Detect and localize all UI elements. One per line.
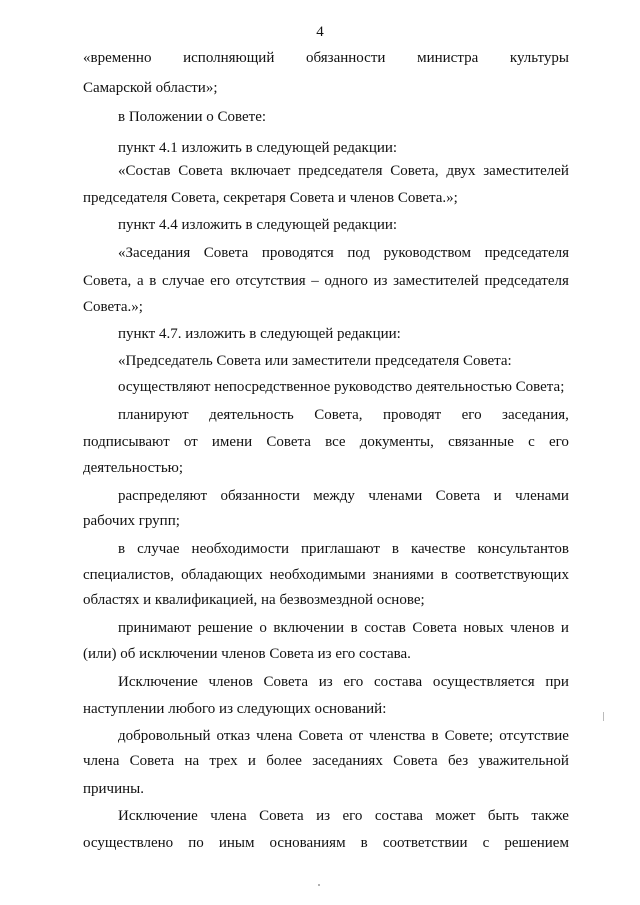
text-line: Совета.»; xyxy=(83,299,143,315)
word: двух xyxy=(446,163,476,179)
word: Совета, xyxy=(390,163,439,179)
text-line xyxy=(83,49,569,67)
text-line xyxy=(118,540,569,558)
text-line xyxy=(118,727,569,745)
word: в xyxy=(391,541,399,557)
text-line: деятельностью; xyxy=(83,460,184,476)
word: состава xyxy=(374,808,423,824)
word: обладающих xyxy=(181,567,263,583)
word: основаниям xyxy=(269,835,346,851)
text-line: областях и квалификацией, на безвозмездной основе; xyxy=(83,592,425,608)
word: при xyxy=(545,674,569,690)
word: Совета xyxy=(435,488,481,504)
word: из xyxy=(318,674,333,690)
word: трех xyxy=(209,753,238,769)
text-line: (или) об исключении членов Совета из его состава. xyxy=(83,646,411,662)
scan-mark xyxy=(603,712,604,721)
word: заседаниях xyxy=(312,753,383,769)
word: Совета xyxy=(412,620,457,636)
word: в xyxy=(431,728,439,744)
word: случае xyxy=(161,273,205,289)
word: качестве xyxy=(410,541,466,557)
word: из xyxy=(316,808,331,824)
text-line xyxy=(83,566,569,584)
word: от xyxy=(183,434,198,450)
word: одного xyxy=(324,273,368,289)
word: проводят xyxy=(383,407,442,423)
word: может xyxy=(435,808,476,824)
word: необходимыми xyxy=(269,567,366,583)
word: о xyxy=(259,620,267,636)
word: Совета, xyxy=(83,273,132,289)
text-line xyxy=(83,834,569,852)
word: культуры xyxy=(509,50,569,66)
word: имени xyxy=(211,434,253,450)
word: решение xyxy=(197,620,253,636)
word: включении xyxy=(273,620,345,636)
word: быть xyxy=(487,808,519,824)
word: членов xyxy=(208,674,253,690)
word: в xyxy=(360,835,368,851)
word: членства xyxy=(368,728,426,744)
word: добровольный xyxy=(118,728,211,744)
word: председателя xyxy=(484,273,569,289)
word: его xyxy=(342,808,363,824)
text-line xyxy=(118,487,569,505)
word: отсутствия xyxy=(235,273,306,289)
word: решением xyxy=(504,835,569,851)
word: планируют xyxy=(118,407,189,423)
word: Исключение xyxy=(118,808,198,824)
text-line xyxy=(83,433,569,451)
text-line xyxy=(118,244,569,262)
word: от xyxy=(349,728,363,744)
word: «Состав xyxy=(118,163,171,179)
word: Совета xyxy=(298,728,344,744)
word: связанные xyxy=(448,434,514,450)
word: и xyxy=(247,753,256,769)
word: соответствии xyxy=(382,835,468,851)
text-line: председателя Совета, секретаря Совета и членов Совета.»; xyxy=(83,190,458,206)
word: распределяют xyxy=(118,488,208,504)
word: на xyxy=(184,753,200,769)
text-line: «Председатель Совета или заместители председателя Совета: xyxy=(118,353,512,369)
word: члена xyxy=(83,753,120,769)
text-line xyxy=(118,673,569,691)
text-line: пункт 4.1 изложить в следующей редакции: xyxy=(118,140,398,156)
word: осуществлено xyxy=(83,835,174,851)
word: и xyxy=(560,620,569,636)
word: и xyxy=(493,488,502,504)
word: обязанности xyxy=(306,50,386,66)
word: членов xyxy=(510,620,555,636)
word: приглашают xyxy=(301,541,380,557)
word: в xyxy=(149,273,157,289)
word: консультантов xyxy=(477,541,569,557)
word: его xyxy=(548,434,569,450)
text-line xyxy=(118,807,569,825)
word: подписывают xyxy=(83,434,170,450)
text-line: Самарской области»; xyxy=(83,80,218,96)
word: Совета xyxy=(178,163,223,179)
word: «Заседания xyxy=(118,245,191,261)
word: Совета xyxy=(259,808,304,824)
text-line xyxy=(118,619,569,637)
word: председателя xyxy=(484,245,569,261)
word: включает xyxy=(230,163,291,179)
word: Исключение xyxy=(118,674,198,690)
word: под xyxy=(347,245,371,261)
word: в xyxy=(440,567,448,583)
word: его xyxy=(210,273,231,289)
word: специалистов, xyxy=(83,567,175,583)
word: «временно xyxy=(83,50,152,66)
word: члена xyxy=(210,808,247,824)
text-line: наступлении любого из следующих оснований: xyxy=(83,701,387,717)
word: между xyxy=(313,488,355,504)
text-line: причины. xyxy=(83,781,144,797)
word: также xyxy=(531,808,569,824)
word: заседания, xyxy=(502,407,569,423)
word: его xyxy=(461,407,482,423)
word: проводятся xyxy=(261,245,334,261)
word: министра xyxy=(417,50,479,66)
word: Совета xyxy=(203,245,249,261)
word: без xyxy=(447,753,469,769)
word: председателя xyxy=(298,163,383,179)
word: а xyxy=(136,273,144,289)
word: уважительной xyxy=(478,753,569,769)
word: в xyxy=(118,541,126,557)
text-line: рабочих групп; xyxy=(83,513,180,529)
word: членами xyxy=(368,488,423,504)
word: Совета xyxy=(129,753,175,769)
word: случае xyxy=(137,541,180,557)
word: необходимости xyxy=(191,541,290,557)
page-number: 4 xyxy=(316,24,324,40)
word: более xyxy=(266,753,302,769)
word: с xyxy=(528,434,535,450)
scan-dot xyxy=(318,884,320,886)
word: документы, xyxy=(359,434,434,450)
text-line xyxy=(83,272,569,290)
word: руководством xyxy=(383,245,472,261)
word: Совета xyxy=(263,674,309,690)
word: членами xyxy=(515,488,569,504)
word: соответствующих xyxy=(454,567,569,583)
word: осуществляется xyxy=(432,674,535,690)
text-line xyxy=(118,162,569,180)
word: Совета xyxy=(393,753,438,769)
word: отсутствие xyxy=(499,728,569,744)
word: заместителей xyxy=(483,163,569,179)
word: новых xyxy=(463,620,504,636)
word: обязанности xyxy=(220,488,300,504)
word: Совета xyxy=(266,434,311,450)
word: принимают xyxy=(118,620,192,636)
word: – xyxy=(311,273,319,289)
word: отказ xyxy=(216,728,251,744)
word: состава xyxy=(374,674,423,690)
word: иным xyxy=(218,835,255,851)
text-line: пункт 4.7. изложить в следующей редакции: xyxy=(118,326,401,342)
word: в xyxy=(350,620,358,636)
word: знаниями xyxy=(372,567,434,583)
text-line xyxy=(83,752,569,770)
text-line: осуществляют непосредственное руководство деятельностью Совета; xyxy=(118,379,565,395)
word: по xyxy=(188,835,204,851)
text-line: пункт 4.4 изложить в следующей редакции: xyxy=(118,217,398,233)
word: с xyxy=(482,835,490,851)
word: Совета, xyxy=(314,407,363,423)
text-line: в Положении о Совете: xyxy=(118,109,267,125)
word: из xyxy=(373,273,388,289)
word: исполняющий xyxy=(183,50,275,66)
word: его xyxy=(343,674,364,690)
word: деятельность xyxy=(209,407,294,423)
word: заместителей xyxy=(393,273,479,289)
word: все xyxy=(325,434,346,450)
word: состав xyxy=(364,620,406,636)
word: члена xyxy=(256,728,293,744)
text-line xyxy=(118,406,569,424)
word: Совете; xyxy=(444,728,494,744)
